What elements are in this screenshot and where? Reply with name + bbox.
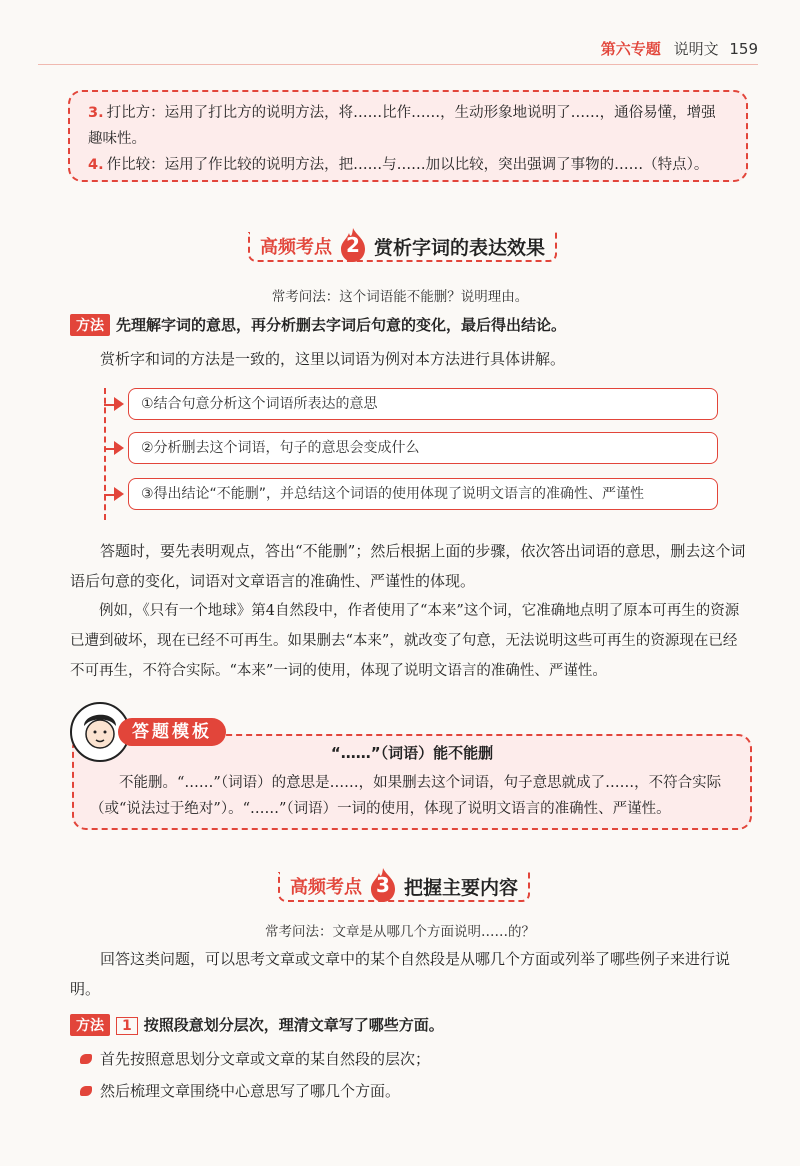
- step-connector: [104, 494, 114, 496]
- section-heading: 赏析字词的表达效果: [374, 236, 546, 259]
- steps-connector: [104, 388, 106, 520]
- template-box: [72, 734, 752, 830]
- subject-label: 说明文: [673, 40, 719, 58]
- list-item: [80, 1080, 400, 1101]
- section-tag: 高频考点: [260, 237, 332, 258]
- intro-paragraph: 赏析字和词的方法是一致的，这里以词语为例对本方法进行具体讲解。: [100, 350, 566, 368]
- flame-icon: [338, 229, 368, 263]
- section-tag: 高频考点: [290, 877, 362, 898]
- arrow-icon: [114, 487, 124, 501]
- section-title: [278, 872, 530, 902]
- list-item-text: 首先按照意思划分文章或文章的某自然段的层次；: [100, 1050, 431, 1068]
- template-badge: 答题模板: [118, 718, 226, 746]
- section-number: 3: [376, 873, 390, 897]
- flame-icon: [368, 869, 398, 903]
- arrow-icon: [114, 397, 124, 411]
- page-number: 159: [729, 40, 758, 58]
- method-tag: 方法: [70, 314, 110, 336]
- template-body: 不能删。“……”（词语）的意思是……，如果删去这个词语，句子意思就成了……，不符合实际（或“说法过于绝对”）。“……”（词语）一词的使用，体现了说明文语言的准确性、严谨性。: [90, 775, 722, 817]
- tip-number: 3.: [88, 105, 104, 121]
- step-connector: [104, 448, 114, 450]
- section-title: [248, 232, 557, 262]
- list-item-text: 然后梳理文章围绕中心意思写了哪几个方面。: [100, 1082, 401, 1100]
- bullet-icon: [80, 1086, 92, 1096]
- tips-box: [68, 90, 748, 182]
- method-line: [70, 314, 566, 336]
- example-paragraph: 例如，《只有一个地球》第4自然段中，作者使用了“本来”这个词，它准确地点明了原本可再生的资源已遭到破坏，现在已经不可再生。如果删去“本来”，就改变了句意，无法说明这些可再生的资源现在已经不可再生，不符合实际。“本来”一词的使用，体现了说明文语言的准确性、严谨性。: [70, 603, 740, 679]
- answer-paragraph: 答题时，要先表明观点，答出“不能删”；然后根据上面的步骤，依次答出词语的意思，删去这个词语后句意的变化，词语对文章语言的准确性、严谨性的体现。: [70, 542, 746, 590]
- question-prompt: 常考问法：这个词语能不能删？说明理由。: [271, 289, 529, 305]
- tip-text: 作比较：运用了作比较的说明方法，把……与……加以比较，突出强调了事物的……（特点）。: [106, 157, 709, 173]
- method-text: 先理解字词的意思，再分析删去字词后句意的变化，最后得出结论。: [116, 316, 567, 334]
- page-header: [601, 38, 758, 59]
- tip-item: [88, 100, 728, 152]
- method-line: [70, 1014, 444, 1036]
- step-box: ①结合句意分析这个词语所表达的意思: [128, 388, 718, 420]
- method-tag: 方法: [70, 1014, 110, 1036]
- method-number: 1: [116, 1017, 138, 1035]
- template-title: “……”（词语）能不能删: [330, 744, 494, 762]
- list-item: [80, 1048, 430, 1069]
- method-text: 按照段意划分层次，理清文章写了哪些方面。: [143, 1016, 444, 1034]
- intro-paragraph: 回答这类问题，可以思考文章或文章中的某个自然段是从哪几个方面或列举了哪些例子来进行说明。: [70, 950, 731, 998]
- question-prompt: 常考问法：文章是从哪几个方面说明……的？: [265, 924, 535, 940]
- tip-text: 打比方：运用了打比方的说明方法，将……比作……，生动形象地说明了……，通俗易懂，增强趣味性。: [88, 105, 716, 147]
- section-label: 第六专题: [600, 40, 661, 58]
- section-number: 2: [346, 233, 360, 257]
- arrow-icon: [114, 441, 124, 455]
- tip-number: 4.: [88, 157, 104, 173]
- tip-item: [88, 152, 728, 178]
- step-box: ③得出结论“不能删”，并总结这个词语的使用体现了说明文语言的准确性、严谨性: [128, 478, 718, 510]
- step-connector: [104, 404, 114, 406]
- step-box: ②分析删去这个词语，句子的意思会变成什么: [128, 432, 718, 464]
- section-heading: 把握主要内容: [404, 876, 519, 899]
- header-rule: [38, 64, 758, 65]
- bullet-icon: [80, 1054, 92, 1064]
